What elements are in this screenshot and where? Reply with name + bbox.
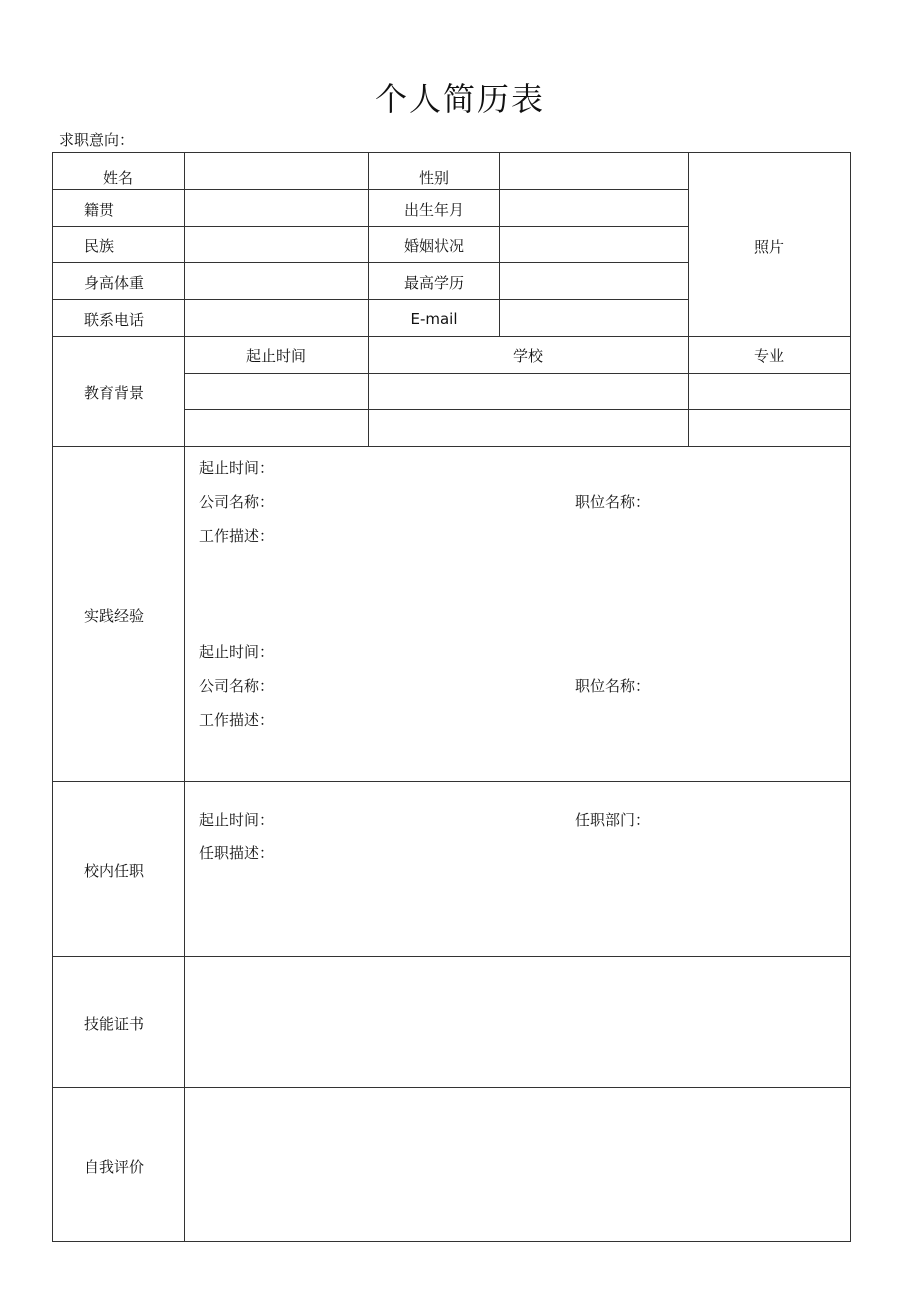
practice-position-label: 职位名称： — [575, 677, 651, 695]
practice-desc-label: 工作描述： — [199, 527, 275, 545]
label-marital: 婚姻状况 — [403, 237, 465, 255]
label-email: E-mail — [410, 310, 458, 328]
phone-field[interactable] — [186, 301, 367, 335]
row-divider — [52, 189, 689, 190]
gender-field[interactable] — [501, 154, 687, 188]
label-phone: 联系电话 — [84, 311, 145, 329]
label-campus-position: 校内任职 — [84, 862, 145, 880]
label-gender: 性别 — [418, 169, 450, 187]
label-education-background: 教育背景 — [84, 384, 145, 402]
edu-major-field[interactable] — [690, 375, 849, 408]
practice-company-label: 公司名称： — [199, 677, 275, 695]
photo-area[interactable] — [690, 154, 849, 335]
label-name: 姓名 — [102, 169, 134, 187]
row-divider — [52, 262, 689, 263]
col-divider — [184, 152, 185, 1242]
native-place-field[interactable] — [186, 191, 367, 225]
campus-dept-label: 任职部门： — [575, 811, 651, 829]
campus-time-label: 起止时间： — [199, 811, 275, 829]
name-field[interactable] — [186, 154, 367, 188]
row-divider — [52, 956, 851, 957]
row-divider — [184, 373, 851, 374]
col-divider — [368, 152, 369, 446]
label-ethnicity: 民族 — [84, 237, 115, 255]
email-field[interactable] — [501, 301, 687, 335]
label-photo: 照片 — [753, 238, 785, 256]
ethnicity-field[interactable] — [186, 228, 367, 261]
marital-field[interactable] — [501, 228, 687, 261]
table-border-bottom — [52, 1241, 851, 1242]
height-weight-field[interactable] — [186, 264, 367, 298]
edu-col-school: 学校 — [512, 347, 544, 365]
row-divider — [52, 226, 689, 227]
table-border-right — [850, 152, 851, 1242]
row-divider — [52, 299, 689, 300]
col-divider — [688, 152, 689, 446]
edu-col-time: 起止时间 — [245, 347, 307, 365]
practice-position-label: 职位名称： — [575, 493, 651, 511]
education-field[interactable] — [501, 264, 687, 298]
table-border-top — [52, 152, 851, 153]
label-birth: 出生年月 — [403, 201, 465, 219]
col-divider — [499, 152, 500, 336]
row-divider — [184, 409, 851, 410]
label-native-place: 籍贯 — [84, 201, 115, 219]
row-divider — [52, 446, 851, 447]
row-divider — [52, 1087, 851, 1088]
page-title: 个人简历表 — [374, 80, 545, 118]
label-height-weight: 身高体重 — [84, 274, 145, 292]
table-border-left — [52, 152, 53, 1242]
practice-time-label: 起止时间： — [199, 459, 275, 477]
label-education: 最高学历 — [403, 274, 465, 292]
label-skills: 技能证书 — [84, 1015, 145, 1033]
birth-field[interactable] — [501, 191, 687, 225]
row-divider — [52, 336, 851, 337]
label-practice-experience: 实践经验 — [84, 607, 145, 625]
practice-company-label: 公司名称： — [199, 493, 275, 511]
skills-field[interactable] — [186, 958, 849, 1086]
campus-desc-label: 任职描述： — [199, 844, 275, 862]
practice-desc-label: 工作描述： — [199, 711, 275, 729]
job-intent-label: 求职意向： — [59, 131, 135, 149]
self-evaluation-field[interactable] — [186, 1089, 849, 1240]
edu-school-field[interactable] — [370, 411, 687, 445]
edu-time-field[interactable] — [186, 375, 367, 408]
row-divider — [52, 781, 851, 782]
edu-school-field[interactable] — [370, 375, 687, 408]
edu-col-major: 专业 — [753, 347, 785, 365]
edu-time-field[interactable] — [186, 411, 367, 445]
label-self-evaluation: 自我评价 — [84, 1158, 145, 1176]
edu-major-field[interactable] — [690, 411, 849, 445]
practice-time-label: 起止时间： — [199, 643, 275, 661]
